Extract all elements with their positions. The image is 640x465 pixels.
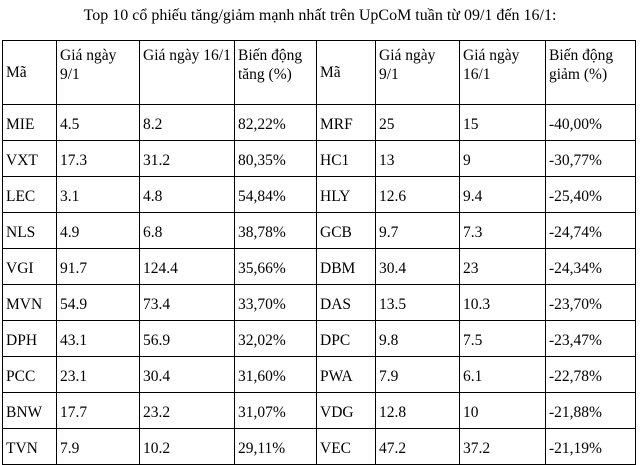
table-row: [3, 285, 636, 321]
cell-price-9-1-gain: [57, 429, 140, 465]
cell-value: HLY: [320, 188, 351, 205]
cell-value: 30.4: [143, 368, 171, 385]
cell-price-16-1-gain: [140, 393, 235, 429]
cell-value: 23.1: [60, 368, 88, 385]
cell-value: DAS: [320, 296, 352, 313]
cell-value: 17.7: [60, 404, 88, 421]
cell-price-9-1-loss: [376, 357, 460, 393]
cell-ticker-gain: [3, 177, 57, 213]
cell-price-16-1-gain: [140, 321, 235, 357]
cell-ticker-gain: [3, 249, 57, 285]
cell-ticker-loss: [317, 393, 376, 429]
cell-value: 47.2: [379, 440, 407, 457]
header-label: Giá ngày 9/1: [60, 47, 117, 83]
cell-value: 7.9: [379, 368, 399, 385]
cell-change-loss: [546, 213, 636, 249]
cell-value: PCC: [6, 368, 36, 385]
cell-value: VDG: [320, 404, 354, 421]
cell-value: 56.9: [143, 332, 171, 349]
cell-ticker-gain: [3, 357, 57, 393]
cell-value: 10.3: [463, 296, 491, 313]
cell-change-gain: [235, 177, 317, 213]
cell-price-9-1-gain: [57, 285, 140, 321]
table-row: [3, 321, 636, 357]
cell-ticker-loss: [317, 357, 376, 393]
cell-change-loss: [546, 357, 636, 393]
cell-value: 31,07%: [238, 404, 286, 421]
cell-change-loss: [546, 249, 636, 285]
cell-value: NLS: [6, 224, 36, 241]
cell-change-gain: [235, 141, 317, 177]
cell-value: -30,77%: [549, 152, 602, 169]
table-header-row: [3, 41, 636, 105]
cell-value: 4.8: [143, 188, 163, 205]
cell-value: 124.4: [143, 260, 178, 277]
cell-value: MIE: [6, 116, 35, 133]
header-label: Biến động tăng (%): [238, 47, 303, 83]
cell-change-loss: [546, 393, 636, 429]
cell-ticker-gain: [3, 285, 57, 321]
cell-ticker-gain: [3, 393, 57, 429]
cell-value: 12.6: [379, 188, 407, 205]
cell-value: 6.8: [143, 224, 163, 241]
cell-value: 54.9: [60, 296, 88, 313]
cell-price-16-1-gain: [140, 249, 235, 285]
cell-value: 32,02%: [238, 332, 286, 349]
cell-value: 30.4: [379, 260, 407, 277]
cell-value: VXT: [6, 152, 38, 169]
cell-value: VEC: [320, 440, 351, 457]
cell-ticker-gain: [3, 321, 57, 357]
cell-value: HC1: [320, 152, 350, 169]
cell-value: 31.2: [143, 152, 171, 169]
table-row: [3, 105, 636, 141]
cell-price-9-1-gain: [57, 141, 140, 177]
header-label: Giá ngày 16/1: [463, 47, 520, 83]
table-row: [3, 249, 636, 285]
cell-price-9-1-loss: [376, 177, 460, 213]
cell-value: 4.5: [60, 116, 80, 133]
table-row: [3, 429, 636, 465]
cell-price-16-1-loss: [460, 393, 546, 429]
cell-value: 17.3: [60, 152, 88, 169]
cell-value: 9.4: [463, 188, 483, 205]
cell-value: 10: [463, 404, 479, 421]
cell-value: 7.5: [463, 332, 483, 349]
cell-value: -23,70%: [549, 296, 602, 313]
cell-price-16-1-gain: [140, 285, 235, 321]
cell-value: -24,74%: [549, 224, 602, 241]
cell-change-loss: [546, 429, 636, 465]
cell-price-9-1-loss: [376, 393, 460, 429]
cell-price-16-1-gain: [140, 105, 235, 141]
table-row: [3, 141, 636, 177]
stock-table: [2, 40, 636, 465]
cell-value: 29,11%: [238, 440, 286, 457]
cell-value: 15: [463, 116, 479, 133]
cell-ticker-loss: [317, 213, 376, 249]
cell-value: 38,78%: [238, 224, 286, 241]
cell-value: 9: [463, 152, 471, 169]
cell-value: BNW: [6, 404, 43, 421]
cell-ticker-gain: [3, 429, 57, 465]
cell-price-9-1-gain: [57, 357, 140, 393]
header-label: Mã: [6, 64, 27, 81]
cell-ticker-gain: [3, 105, 57, 141]
cell-price-16-1-gain: [140, 357, 235, 393]
cell-change-gain: [235, 393, 317, 429]
cell-value: 9.7: [379, 224, 399, 241]
cell-value: 7.3: [463, 224, 483, 241]
cell-price-16-1-loss: [460, 429, 546, 465]
cell-ticker-loss: [317, 177, 376, 213]
cell-value: DBM: [320, 260, 356, 277]
cell-value: -21,19%: [549, 440, 602, 457]
cell-price-16-1-loss: [460, 177, 546, 213]
page-title: Top 10 cổ phiếu tăng/giảm mạnh nhất trên UpCoM tuần từ 09/1 đến 16/1:: [83, 7, 557, 24]
cell-value: 25: [379, 116, 395, 133]
cell-change-gain: [235, 285, 317, 321]
cell-value: -24,34%: [549, 260, 602, 277]
cell-change-gain: [235, 321, 317, 357]
cell-value: LEC: [6, 188, 36, 205]
cell-value: 23.2: [143, 404, 171, 421]
cell-change-loss: [546, 285, 636, 321]
header-cell-price-9-1-gain: [57, 41, 140, 105]
cell-price-9-1-gain: [57, 177, 140, 213]
cell-value: 73.4: [143, 296, 171, 313]
cell-price-16-1-loss: [460, 249, 546, 285]
cell-price-9-1-gain: [57, 249, 140, 285]
cell-value: TVN: [6, 440, 38, 457]
cell-value: 13.5: [379, 296, 407, 313]
cell-ticker-gain: [3, 213, 57, 249]
cell-price-16-1-loss: [460, 213, 546, 249]
cell-ticker-loss: [317, 249, 376, 285]
cell-price-9-1-loss: [376, 213, 460, 249]
cell-change-loss: [546, 141, 636, 177]
cell-value: 35,66%: [238, 260, 286, 277]
cell-price-9-1-loss: [376, 285, 460, 321]
cell-price-16-1-loss: [460, 105, 546, 141]
cell-value: -40,00%: [549, 116, 602, 133]
cell-value: 82,22%: [238, 116, 286, 133]
header-cell-price-9-1-loss: [376, 41, 460, 105]
cell-price-9-1-loss: [376, 249, 460, 285]
cell-price-9-1-loss: [376, 321, 460, 357]
header-label: Giá ngày 9/1: [379, 47, 436, 83]
table-row: [3, 357, 636, 393]
table-row: [3, 393, 636, 429]
cell-change-gain: [235, 429, 317, 465]
cell-value: 23: [463, 260, 479, 277]
cell-price-9-1-gain: [57, 213, 140, 249]
header-cell-price-16-1-gain: [140, 41, 235, 105]
header-cell-price-16-1-loss: [460, 41, 546, 105]
cell-ticker-loss: [317, 141, 376, 177]
cell-price-16-1-gain: [140, 429, 235, 465]
cell-value: -23,47%: [549, 332, 602, 349]
cell-price-9-1-gain: [57, 105, 140, 141]
cell-value: -21,88%: [549, 404, 602, 421]
header-label: Biến động giảm (%): [549, 47, 614, 83]
cell-price-16-1-gain: [140, 141, 235, 177]
cell-value: MRF: [320, 116, 353, 133]
table-row: [3, 177, 636, 213]
cell-ticker-loss: [317, 321, 376, 357]
cell-value: 12.8: [379, 404, 407, 421]
cell-value: 13: [379, 152, 395, 169]
cell-value: 10.2: [143, 440, 171, 457]
cell-change-gain: [235, 357, 317, 393]
cell-ticker-loss: [317, 285, 376, 321]
cell-price-9-1-loss: [376, 429, 460, 465]
cell-price-16-1-loss: [460, 321, 546, 357]
cell-value: 33,70%: [238, 296, 286, 313]
cell-value: 43.1: [60, 332, 88, 349]
header-cell-ticker-loss: [317, 41, 376, 105]
cell-value: 3.1: [60, 188, 80, 205]
cell-value: 8.2: [143, 116, 163, 133]
cell-change-loss: [546, 177, 636, 213]
cell-price-16-1-loss: [460, 357, 546, 393]
cell-change-loss: [546, 105, 636, 141]
cell-value: PWA: [320, 368, 353, 385]
cell-change-gain: [235, 213, 317, 249]
cell-price-9-1-loss: [376, 141, 460, 177]
cell-ticker-gain: [3, 141, 57, 177]
header-cell-change-gain: [235, 41, 317, 105]
cell-value: 31,60%: [238, 368, 286, 385]
cell-value: 80,35%: [238, 152, 286, 169]
header-cell-ticker-gain: [3, 41, 57, 105]
header-cell-change-loss: [546, 41, 636, 105]
cell-value: GCB: [320, 224, 352, 241]
cell-price-16-1-gain: [140, 177, 235, 213]
cell-price-9-1-loss: [376, 105, 460, 141]
cell-value: 54,84%: [238, 188, 286, 205]
cell-value: 4.9: [60, 224, 80, 241]
cell-value: 91.7: [60, 260, 88, 277]
table-row: [3, 213, 636, 249]
cell-value: DPH: [6, 332, 38, 349]
cell-value: -22,78%: [549, 368, 602, 385]
cell-value: VGI: [6, 260, 34, 277]
cell-ticker-loss: [317, 429, 376, 465]
cell-change-gain: [235, 105, 317, 141]
cell-value: 9.8: [379, 332, 399, 349]
cell-price-9-1-gain: [57, 321, 140, 357]
cell-change-loss: [546, 321, 636, 357]
cell-value: MVN: [6, 296, 43, 313]
cell-price-16-1-gain: [140, 213, 235, 249]
cell-value: 37.2: [463, 440, 491, 457]
cell-change-gain: [235, 249, 317, 285]
cell-price-16-1-loss: [460, 141, 546, 177]
cell-ticker-loss: [317, 105, 376, 141]
header-label: Giá ngày 16/1: [143, 47, 231, 64]
header-label: Mã: [320, 64, 341, 81]
cell-value: 7.9: [60, 440, 80, 457]
cell-value: -25,40%: [549, 188, 602, 205]
cell-price-9-1-gain: [57, 393, 140, 429]
cell-price-16-1-loss: [460, 285, 546, 321]
cell-value: 6.1: [463, 368, 483, 385]
cell-value: DPC: [320, 332, 351, 349]
